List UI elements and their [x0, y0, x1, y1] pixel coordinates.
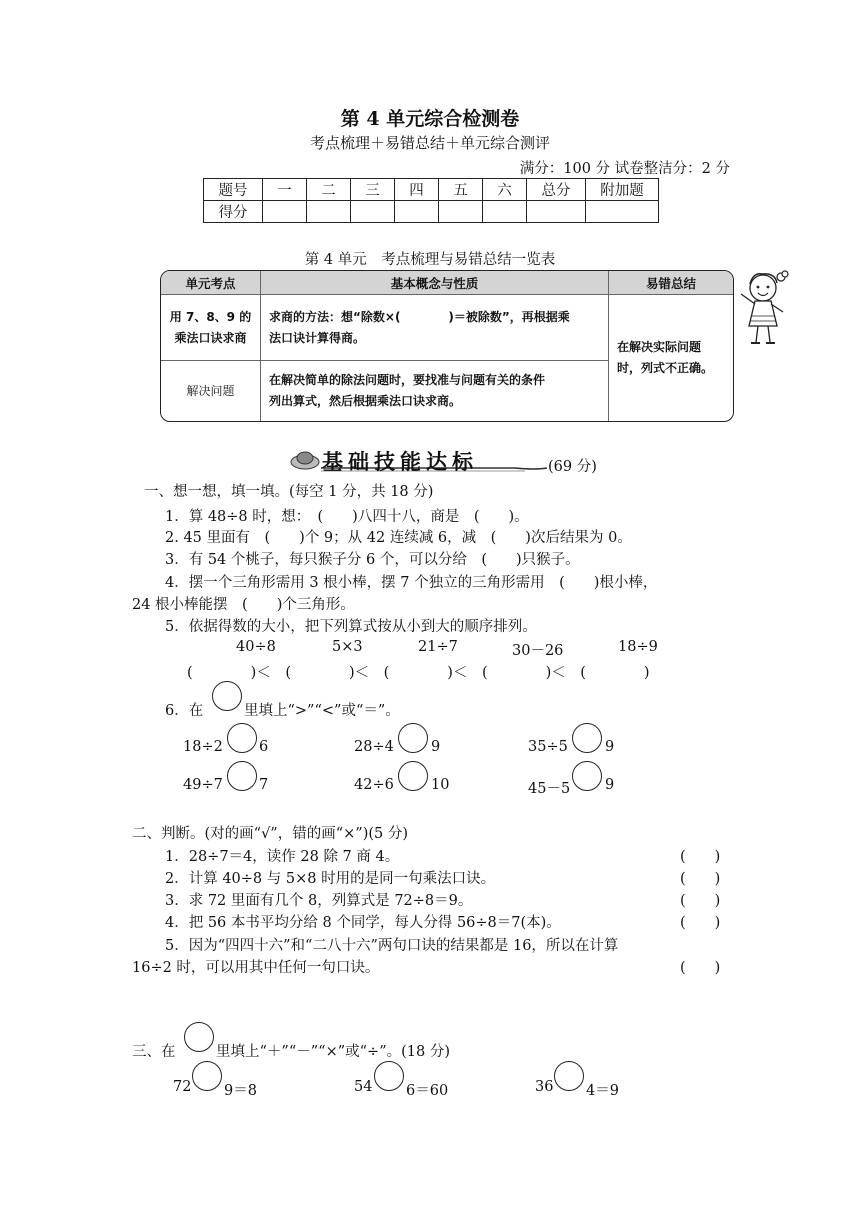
- judge-item: 1．28÷7＝4，读作 28 除 7 商 4。: [165, 849, 400, 865]
- score-cell[interactable]: [527, 201, 586, 223]
- summary-mistake-cell: [609, 295, 733, 421]
- summary-col-header: 易错总结: [609, 271, 733, 295]
- judge-answer-paren[interactable]: ( ): [680, 871, 721, 887]
- summary-point-cell: [161, 361, 261, 421]
- answer-circle[interactable]: [554, 1061, 584, 1091]
- judge-answer-paren[interactable]: ( ): [680, 849, 721, 865]
- summary-title: 第 4 单元 考点梳理与易错总结一览表: [304, 252, 556, 268]
- judge-answer-paren[interactable]: ( ): [680, 893, 721, 909]
- score-row-label: 得分: [204, 201, 263, 223]
- q5-expression: 18÷9: [618, 639, 658, 655]
- score-header-cell: 附加题: [586, 179, 659, 201]
- banner-score: (69 分): [548, 459, 597, 475]
- summary-point-line: 用 7、8、9 的: [169, 309, 252, 324]
- answer-circle[interactable]: [212, 681, 242, 711]
- q5-expression: 5×3: [332, 639, 363, 655]
- summary-point-line: 乘法口诀求商: [174, 330, 247, 345]
- summary-mistake-line: 时，列式不正确。: [617, 361, 714, 375]
- page-subtitle: 考点梳理＋易错总结＋单元综合测评: [309, 134, 550, 152]
- cartoon-girl-icon: [733, 268, 791, 348]
- q6-right-value: 10: [431, 777, 450, 793]
- score-header-cell: 总分: [527, 179, 586, 201]
- section1-heading: 一、想一想，填一填。(每空 1 分，共 18 分): [144, 484, 434, 500]
- s3-right-expr: 9＝8: [224, 1083, 257, 1099]
- s3-left-number: 72: [173, 1079, 192, 1095]
- section3-heading-suffix: 里填上“＋”“－”“×”或“÷”。(18 分): [216, 1044, 450, 1060]
- answer-circle[interactable]: [572, 761, 602, 791]
- summary-concept-line: 列出算式，然后根据乘法口诀求商。: [269, 394, 462, 408]
- q6-left-expr: 35÷5: [528, 739, 568, 755]
- question-4-line2: 24 根小棒能摆 ( )个三角形。: [132, 597, 355, 613]
- score-cell[interactable]: [439, 201, 483, 223]
- score-header-cell: 一: [263, 179, 307, 201]
- answer-circle[interactable]: [374, 1061, 404, 1091]
- question-6-suffix: 里填上“>”“<”或“＝”。: [244, 703, 400, 719]
- answer-circle[interactable]: [398, 761, 428, 791]
- answer-circle[interactable]: [227, 761, 257, 791]
- q6-left-expr: 42÷6: [354, 777, 394, 793]
- question-6-prefix: 6．在: [165, 703, 204, 719]
- summary-concept-cell: [261, 295, 609, 361]
- q6-right-value: 9: [431, 739, 441, 755]
- s3-left-number: 54: [354, 1079, 373, 1095]
- score-cell[interactable]: [483, 201, 527, 223]
- score-cell[interactable]: [586, 201, 659, 223]
- question-1: 1．算 48÷8 时，想： ( )八四十八，商是 ( )。: [165, 509, 529, 525]
- q6-left-expr: 28÷4: [354, 739, 394, 755]
- q6-left-expr: 49÷7: [183, 777, 223, 793]
- q6-right-value: 9: [605, 777, 615, 793]
- answer-circle[interactable]: [398, 723, 428, 753]
- score-cell[interactable]: [351, 201, 395, 223]
- summary-concept-line: 求商的方法：想“除数×( )＝被除数”，再根据乘: [269, 309, 570, 324]
- judge-item: 2．计算 40÷8 与 5×8 时用的是同一句乘法口诀。: [165, 871, 496, 887]
- score-header-cell: 三: [351, 179, 395, 201]
- q6-right-value: 9: [605, 739, 615, 755]
- page-title: 第 4 单元综合检测卷: [340, 108, 520, 130]
- summary-concept-line: 法口诀计算得商。: [269, 330, 366, 345]
- question-5: 5．依据得数的大小，把下列算式按从小到大的顺序排列。: [165, 619, 537, 635]
- judge-answer-paren[interactable]: ( ): [680, 960, 721, 976]
- answer-circle[interactable]: [184, 1022, 214, 1052]
- score-header-cell: 四: [395, 179, 439, 201]
- judge-answer-paren[interactable]: ( ): [680, 915, 721, 931]
- question-2: 2. 45 里面有 ( )个 9；从 42 连续减 6，减 ( )次后结果为 0。: [165, 530, 632, 546]
- score-info: 满分：100 分 试卷整洁分：2 分: [519, 161, 730, 177]
- summary-point-cell: [161, 295, 261, 361]
- judge-item: 3．求 72 里面有几个 8，列算式是 72÷8＝9。: [165, 893, 473, 909]
- score-cell[interactable]: [263, 201, 307, 223]
- judge-item: 4．把 56 本书平均分给 8 个同学，每人分得 56÷8＝7(本)。: [165, 915, 561, 931]
- answer-circle[interactable]: [192, 1061, 222, 1091]
- score-cell[interactable]: [307, 201, 351, 223]
- answer-circle[interactable]: [572, 723, 602, 753]
- summary-concept-cell: [261, 361, 609, 421]
- s3-right-expr: 4＝9: [586, 1083, 619, 1099]
- q5-expression: 40÷8: [236, 639, 276, 655]
- q6-right-value: 6: [259, 739, 269, 755]
- summary-table: [160, 270, 734, 422]
- judge-item: 5．因为“四四十六”和“二八十六”两句口诀的结果都是 16，所以在计算: [165, 938, 619, 954]
- section3-heading-prefix: 三、在: [132, 1044, 176, 1060]
- score-header-cell: 五: [439, 179, 483, 201]
- score-cell[interactable]: [395, 201, 439, 223]
- summary-col-header: 基本概念与性质: [261, 271, 609, 295]
- score-header-cell: 二: [307, 179, 351, 201]
- q5-answer-blanks[interactable]: ( )＜ ( )＜ ( )＜ ( )＜ ( ): [187, 665, 650, 681]
- summary-mistake-line: 在解决实际问题: [617, 340, 702, 354]
- score-table: [203, 178, 659, 223]
- summary-col-header: 单元考点: [161, 271, 261, 295]
- q5-expression: 30－26: [512, 643, 564, 659]
- q6-left-expr: 18÷2: [183, 739, 223, 755]
- score-table-header-row: [204, 179, 659, 201]
- question-3: 3．有 54 个桃子，每只猴子分 6 个，可以分给 ( )只猴子。: [165, 552, 580, 568]
- summary-concept-line: 在解决简单的除法问题时，要找准与问题有关的条件: [269, 373, 546, 387]
- score-table-score-row: [204, 201, 659, 223]
- summary-point-line: 解决问题: [186, 383, 235, 398]
- q6-left-expr: 45－5: [528, 781, 571, 797]
- section2-heading: 二、判断。(对的画“√”，错的画“×”)(5 分): [132, 826, 409, 842]
- s3-right-expr: 6＝60: [406, 1083, 449, 1099]
- answer-circle[interactable]: [227, 723, 257, 753]
- question-4-line1: 4．摆一个三角形需用 3 根小棒，摆 7 个独立的三角形需用 ( )根小棒，: [165, 575, 658, 591]
- s3-left-number: 36: [535, 1079, 554, 1095]
- score-header-cell: 题号: [204, 179, 263, 201]
- judge-item-continued: 16÷2 时，可以用其中任何一句口诀。: [132, 960, 380, 976]
- q5-expression: 21÷7: [418, 639, 458, 655]
- banner-title: 基础技能达标: [322, 450, 478, 474]
- score-header-cell: 六: [483, 179, 527, 201]
- q6-right-value: 7: [259, 777, 269, 793]
